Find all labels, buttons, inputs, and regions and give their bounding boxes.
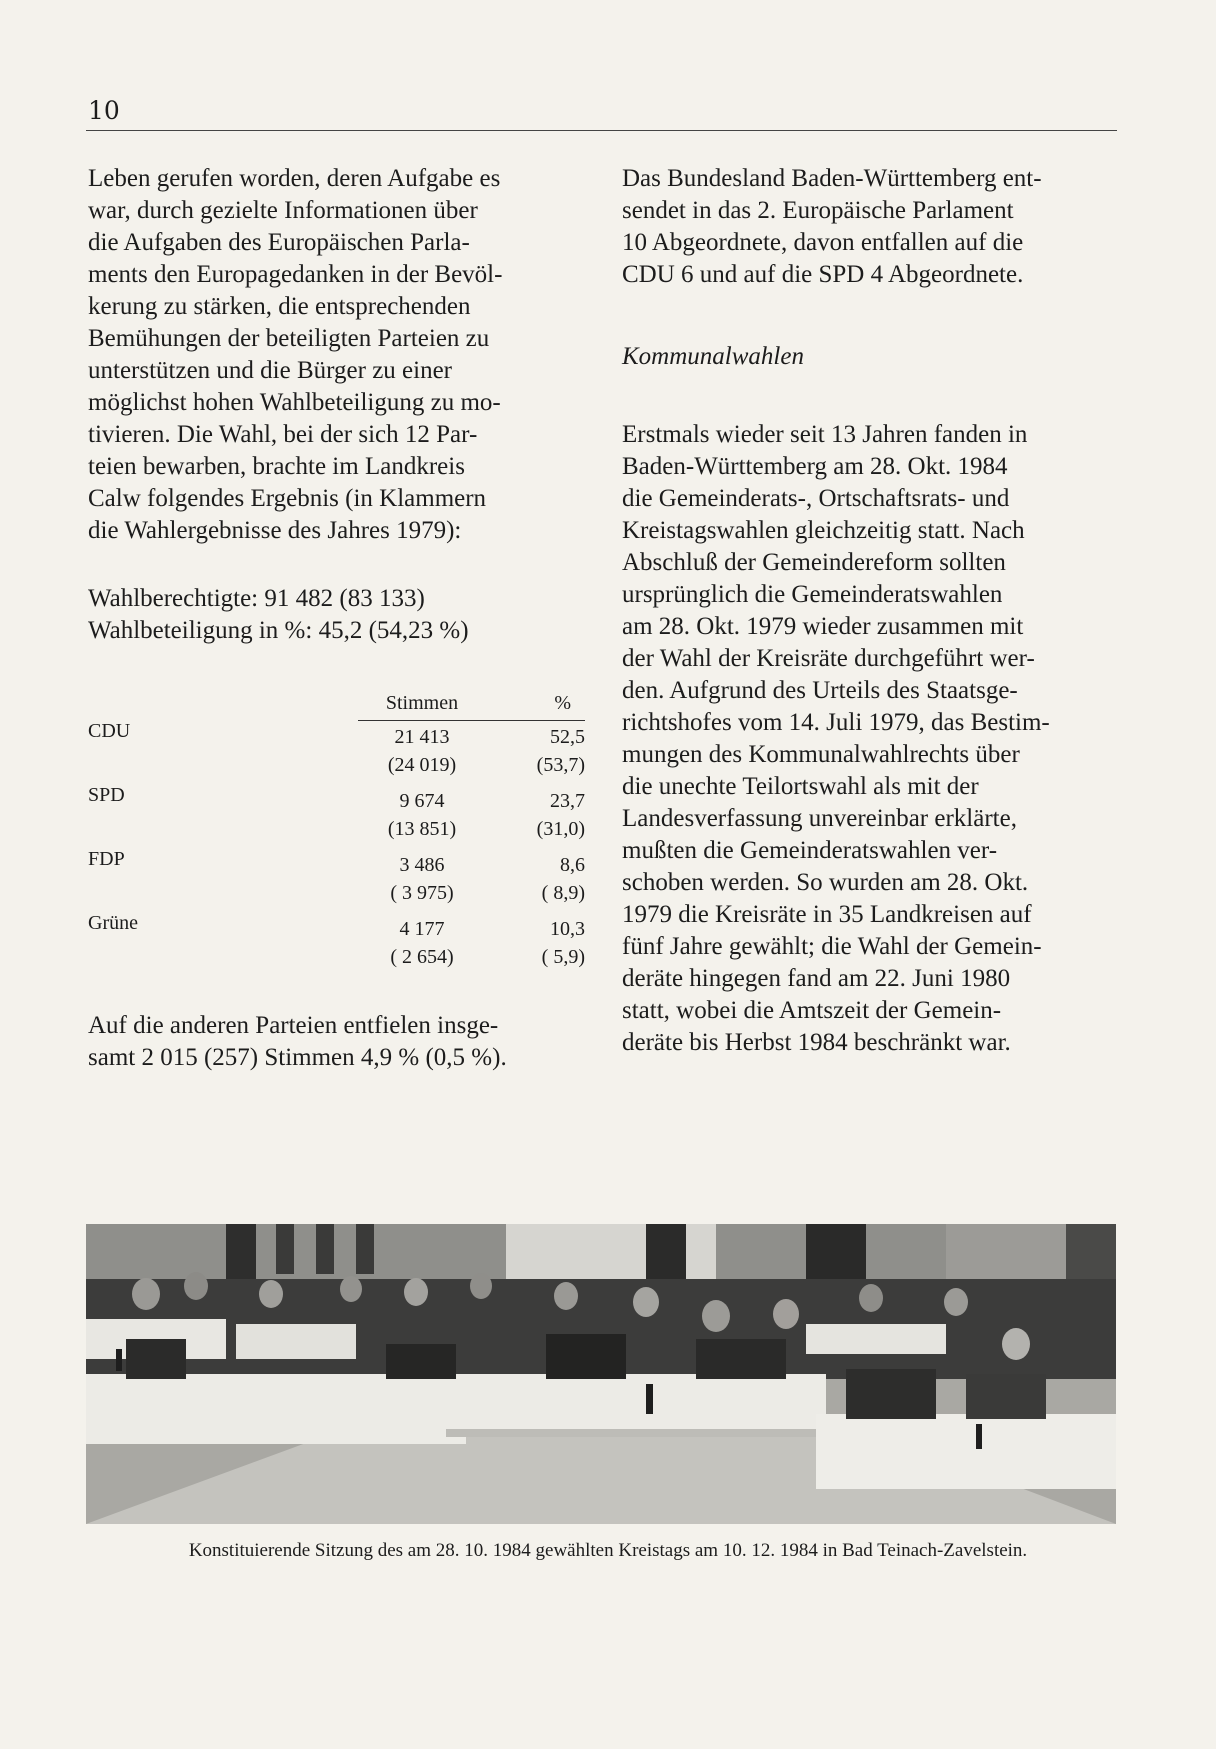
left-line: möglichst hohen Wahlbeteiligung zu mo- xyxy=(88,389,501,416)
right-line: mungen des Kommunalwahlrechts über xyxy=(622,741,1020,768)
right-line: CDU 6 und auf die SPD 4 Abgeordnete. xyxy=(622,261,1024,288)
voter-turnout: Wahlbeteiligung in %: 45,2 (54,23 %) xyxy=(88,617,469,644)
votes: 4 177 xyxy=(399,918,445,940)
left-line: war, durch gezielte Informationen über xyxy=(88,197,478,224)
percent-1979: (31,0) xyxy=(536,818,585,840)
right-column xyxy=(622,163,1117,1059)
left-line: Calw folgendes Ergebnis (in Klammern xyxy=(88,485,487,512)
right-line: sendet in das 2. Europäische Parlament xyxy=(622,197,1014,224)
right-line: 1979 die Kreisräte in 35 Landkreisen auf xyxy=(622,901,1032,928)
votes: 3 486 xyxy=(399,854,445,876)
left-line: unterstützen und die Bürger zu einer xyxy=(88,357,453,384)
percent: 23,7 xyxy=(550,790,585,812)
right-line: ursprünglich die Gemeinderatswahlen xyxy=(622,581,1003,608)
right-line: Das Bundesland Baden-Württemberg ent- xyxy=(622,165,1042,192)
left-line: die Wahlergebnisse des Jahres 1979): xyxy=(88,517,462,544)
election-results-table xyxy=(88,690,585,974)
right-line: statt, wobei die Amtszeit der Gemein- xyxy=(622,997,1002,1024)
table-row xyxy=(88,782,585,846)
left-line: kerung zu stärken, die entsprechenden xyxy=(88,293,471,320)
party-name: FDP xyxy=(88,848,125,870)
right-line: 10 Abgeordnete, davon entfallen auf die xyxy=(622,229,1024,256)
party-name: Grüne xyxy=(88,912,138,934)
right-line: Erstmals wieder seit 13 Jahren fanden in xyxy=(622,421,1028,448)
percent: 10,3 xyxy=(550,918,585,940)
left-line: ments den Europagedanken in der Bevöl- xyxy=(88,261,503,288)
percent: 8,6 xyxy=(560,854,585,876)
right-line: deräte hingegen fand am 22. Juni 1980 xyxy=(622,965,1011,992)
left-line: tivieren. Die Wahl, bei der sich 12 Par- xyxy=(88,421,478,448)
table-row xyxy=(88,846,585,910)
right-line: richtshofes vom 14. Juli 1979, das Bestim- xyxy=(622,709,1050,736)
left-line: samt 2 015 (257) Stimmen 4,9 % (0,5 %). xyxy=(88,1044,507,1071)
votes: 9 674 xyxy=(399,790,445,812)
right-line: schoben werden. So wurden am 28. Okt. xyxy=(622,869,1029,896)
right-line: am 28. Okt. 1979 wieder zusammen mit xyxy=(622,613,1024,640)
right-line: der Wahl der Kreisräte durchgeführt wer- xyxy=(622,645,1035,672)
right-line: Landesverfassung unvereinbar erklärte, xyxy=(622,805,1017,832)
right-line: die Gemeinderats-, Ortschaftsrats- und xyxy=(622,485,1010,512)
left-column xyxy=(88,163,586,647)
votes-1979: (24 019) xyxy=(387,754,457,776)
percent-1979: ( 5,9) xyxy=(541,946,585,968)
votes-1979: ( 2 654) xyxy=(390,946,454,968)
party-name: CDU xyxy=(88,720,131,742)
section-heading: Kommunalwahlen xyxy=(622,343,804,370)
meeting-hall-illustration xyxy=(86,1224,1116,1524)
left-line: Auf die anderen Parteien entfielen insge- xyxy=(88,1012,499,1039)
header-rule xyxy=(86,130,1117,131)
percent-1979: (53,7) xyxy=(536,754,585,776)
header-percent: % xyxy=(554,692,571,714)
photo-caption: Konstituierende Sitzung des am 28. 10. 1984 gewählten Kreistags am 10. 12. 1984 in Bad Teinach-Zavelstein. xyxy=(188,1540,1028,1561)
page-number: 10 xyxy=(88,96,120,125)
left-line: Bemühungen der beteiligten Parteien zu xyxy=(88,325,490,352)
table-row xyxy=(88,910,585,974)
eligible-voters: Wahlberechtigte: 91 482 (83 133) xyxy=(88,585,425,612)
right-line: Baden-Württemberg am 28. Okt. 1984 xyxy=(622,453,1008,480)
votes-1979: (13 851) xyxy=(387,818,457,840)
right-line: die unechte Teilortswahl als mit der xyxy=(622,773,979,800)
percent: 52,5 xyxy=(550,726,585,748)
right-line: deräte bis Herbst 1984 beschränkt war. xyxy=(622,1029,1011,1056)
right-line: Kreistagswahlen gleichzeitig statt. Nach xyxy=(622,517,1025,544)
votes: 21 413 xyxy=(394,726,450,748)
right-line: Abschluß der Gemeindereform sollten xyxy=(622,549,1006,576)
other-parties-paragraph xyxy=(88,1010,586,1074)
meeting-photo xyxy=(86,1224,1116,1524)
left-line: Leben gerufen worden, deren Aufgabe es xyxy=(88,165,501,192)
table-header xyxy=(88,690,585,718)
party-name: SPD xyxy=(88,784,125,806)
right-line: mußten die Gemeinderatswahlen ver- xyxy=(622,837,998,864)
left-line: teien bewarben, brachte im Landkreis xyxy=(88,453,465,480)
right-line: fünf Jahre gewählt; die Wahl der Gemein- xyxy=(622,933,1042,960)
votes-1979: ( 3 975) xyxy=(390,882,454,904)
left-line: die Aufgaben des Europäischen Parla- xyxy=(88,229,470,256)
table-row xyxy=(88,718,585,782)
percent-1979: ( 8,9) xyxy=(541,882,585,904)
header-votes: Stimmen xyxy=(385,692,459,714)
right-line: den. Aufgrund des Urteils des Staatsge- xyxy=(622,677,1018,704)
